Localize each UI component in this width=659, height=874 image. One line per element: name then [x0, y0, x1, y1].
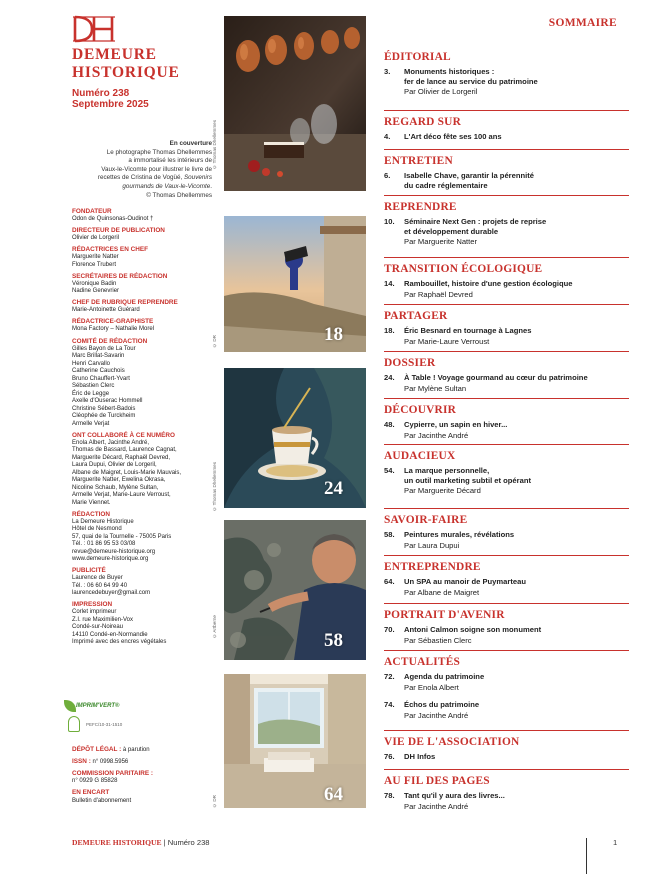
- article-title: Agenda du patrimoine: [404, 672, 485, 681]
- article-title: L'Art déco fête ses 100 ans: [404, 132, 502, 141]
- section-divider: [384, 603, 629, 604]
- article-page-number: 18.: [384, 326, 395, 335]
- photo-credit: © Artberne: [212, 615, 217, 639]
- credits-line: Enola Albert, Jacinthe André,: [72, 439, 150, 446]
- article-author: Par Raphaël Devred: [404, 289, 473, 299]
- section-divider: [384, 650, 629, 651]
- section-divider: [384, 110, 629, 111]
- section-divider: [384, 555, 629, 556]
- article-page-number: 70.: [384, 625, 395, 634]
- cover-photo: [224, 16, 366, 191]
- village-sunset-image: [224, 216, 366, 352]
- photo-credit: © Thomas Dhellemmes: [212, 462, 217, 512]
- section-title: SAVOIR-FAIRE: [384, 514, 468, 526]
- toc-article: [384, 217, 629, 247]
- article-title: À Table ! Voyage gourmand au cœur du patrimoine: [404, 373, 588, 382]
- credits-line: Tél. : 01 86 95 53 03/08: [72, 541, 136, 548]
- photo-credit: © DR: [212, 335, 217, 348]
- toc-section: [384, 51, 629, 97]
- legal-item: [72, 770, 200, 786]
- credits-line: Laurence de Buyer: [72, 575, 123, 582]
- section-divider: [384, 351, 629, 352]
- credits-line: Éric de Legge: [72, 390, 110, 397]
- credits-section: [72, 299, 200, 315]
- article-page-number: 76.: [384, 752, 395, 761]
- legal-item: [72, 758, 200, 767]
- toc-article: [384, 700, 629, 720]
- photo-page-number: 24: [324, 478, 343, 499]
- article-page-number: 48.: [384, 420, 395, 429]
- credits-line: Axelle d'Ouserac Hommell: [72, 398, 143, 405]
- toc-article: [384, 373, 629, 393]
- section-title: ACTUALITÉS: [384, 656, 461, 668]
- toc-article: [384, 577, 629, 597]
- credits-line: Gilles Bayon de La Tour: [72, 345, 136, 352]
- brand-logo: [72, 14, 212, 80]
- toc-article: [384, 67, 629, 97]
- credits-line: Henri Carvallo: [72, 360, 111, 367]
- photo-page-18: [224, 216, 366, 352]
- article-page-number: 74.: [384, 700, 395, 709]
- imprimvert-label: IMPRIM'VERT®: [76, 703, 120, 709]
- page-number: 1: [613, 838, 618, 847]
- article-author: Par Jacinthe André: [404, 430, 469, 440]
- issue-number: Numéro 238: [72, 88, 130, 99]
- section-title: TRANSITION ÉCOLOGIQUE: [384, 263, 543, 275]
- cover-book-title: gourmands de Vaux-le-Vicomte: [122, 182, 211, 190]
- credits-line: Armelle Verjat: [72, 420, 110, 427]
- toc-section: [384, 450, 629, 496]
- article-title: Échos du patrimoine: [404, 700, 480, 709]
- copper-kitchen-image: [224, 16, 366, 191]
- credits-line: Catherine Cauchois: [72, 368, 125, 375]
- article-title: La marque personnelle,: [404, 466, 490, 475]
- toc-article: [384, 466, 629, 496]
- legal-value: n° 0998.5956: [92, 758, 129, 765]
- section-divider: [384, 398, 629, 399]
- credits-section: [72, 273, 200, 296]
- credits-line: laurencedebuyer@gmail.com: [72, 590, 151, 597]
- credits-line: Albane de Maigret, Louis-Marie Mauvais,: [72, 469, 182, 476]
- cover-credit: © Thomas Dhellemmes: [146, 191, 212, 199]
- article-title: Éric Besnard en tournage à Lagnes: [404, 326, 532, 335]
- section-divider: [384, 730, 629, 731]
- credits-line: Marie Viennet.: [72, 499, 111, 506]
- credits-section: [72, 338, 200, 429]
- article-title: Peintures murales, révélations: [404, 530, 515, 539]
- credits-heading: RÉDACTION: [72, 510, 110, 518]
- sommaire-title: SOMMAIRE: [548, 17, 617, 29]
- article-page-number: 3.: [384, 67, 391, 76]
- legal-heading: EN ENCART: [72, 789, 110, 797]
- article-page-number: 10.: [384, 217, 395, 226]
- credits-line: Imprimé avec des encres végétales: [72, 639, 167, 646]
- section-title: ÉDITORIAL: [384, 51, 451, 63]
- toc-section: [384, 609, 629, 645]
- toc-article: [384, 672, 629, 692]
- article-title: Cypierre, un sapin en hiver...: [404, 420, 508, 429]
- toc-section: [384, 263, 629, 299]
- photo-page-number: 18: [324, 324, 343, 345]
- article-title: Tant qu'il y aura des livres...: [404, 791, 505, 800]
- eco-labels: [62, 700, 202, 742]
- credits-line: Hôtel de Nesmond: [72, 526, 122, 533]
- section-title: DOSSIER: [384, 357, 436, 369]
- photo-page-58: [224, 520, 366, 660]
- section-divider: [384, 195, 629, 196]
- toc-article: [384, 752, 629, 762]
- credits-line: Véronique Badin: [72, 280, 117, 287]
- section-title: REGARD SUR: [384, 116, 461, 128]
- section-divider: [384, 769, 629, 770]
- footer: [72, 838, 210, 847]
- credits-heading: DIRECTEUR DE PUBLICATION: [72, 227, 165, 235]
- credits-line: Marie-Antoinette Guérard: [72, 307, 140, 314]
- credits-line: 57, quai de la Tournelle - 75005 Paris: [72, 533, 172, 540]
- section-title: ENTREPRENDRE: [384, 561, 481, 573]
- toc-section: [384, 775, 629, 811]
- credits-line: Olivier de Lorgeril: [72, 235, 120, 242]
- article-title-line2: fer de lance au service du patrimoine: [404, 76, 538, 86]
- section-divider: [384, 304, 629, 305]
- cover-book-title: Souvenirs: [183, 174, 212, 182]
- legal-item: [72, 746, 200, 755]
- pefc-code: PEFC/10-31-1510: [86, 722, 123, 727]
- section-divider: [384, 257, 629, 258]
- footer-separator: |: [161, 838, 168, 847]
- photo-page-number: 58: [324, 630, 343, 651]
- credits-section: [72, 432, 200, 508]
- credits-line: 14110 Condé-en-Normandie: [72, 631, 148, 638]
- article-author: Par Marguerite Natter: [404, 237, 478, 246]
- article-page-number: 64.: [384, 577, 395, 586]
- credits-line: Corlet imprimeur: [72, 609, 117, 616]
- section-title: AU FIL DES PAGES: [384, 775, 490, 787]
- article-author: Par Marie-Laure Verroust: [404, 336, 490, 346]
- article-title: Antoni Calmon soigne son monument: [404, 625, 542, 634]
- issue-info: [72, 88, 149, 110]
- cover-heading: En couverture: [169, 140, 212, 147]
- spa-room-image: [224, 674, 366, 808]
- section-divider: [384, 508, 629, 509]
- toc-section: [384, 357, 629, 393]
- section-divider: [384, 149, 629, 150]
- brand-name-line1: DEMEURE: [72, 46, 157, 63]
- article-author: Par Jacinthe André: [404, 710, 469, 720]
- article-title: Isabelle Chave, garantir la pérennité: [404, 171, 534, 180]
- credits-section: [72, 227, 200, 243]
- imprimvert-leaf-icon: [64, 700, 76, 712]
- footer-brand: DEMEURE HISTORIQUE: [72, 838, 162, 847]
- credits-heading: RÉDACTRICE-GRAPHISTE: [72, 318, 154, 326]
- article-page-number: 54.: [384, 466, 395, 475]
- article-author: Par Jacinthe André: [404, 801, 469, 811]
- section-title: ENTRETIEN: [384, 155, 453, 167]
- legal-heading: COMMISSION PARITAIRE :: [72, 769, 154, 777]
- section-title: REPRENDRE: [384, 201, 457, 213]
- article-author: Par Olivier de Lorgeril: [404, 87, 478, 96]
- credits-section: [72, 567, 200, 598]
- credits-section: [72, 318, 200, 334]
- credits-line: Tél. : 06 60 64 99 40: [72, 582, 128, 589]
- credits-section: [72, 601, 200, 647]
- section-title: AUDACIEUX: [384, 450, 456, 462]
- credits-line: Z.I. rue Maximilien-Vox: [72, 616, 134, 623]
- photo-page-24: [224, 368, 366, 508]
- credits-line: Condé-sur-Noireau: [72, 624, 124, 631]
- credits-line: Mona Factory – Nathalie Morel: [72, 326, 155, 333]
- cover-line: Vaux-le-Vicomte pour illustrer le livre de: [101, 165, 212, 173]
- credits-line: La Demeure Historique: [72, 518, 134, 525]
- section-title: VIE DE L'ASSOCIATION: [384, 736, 520, 748]
- credits-section: [72, 208, 200, 224]
- article-author: Par Mylène Sultan: [404, 383, 467, 393]
- credits-line: Sébastien Clerc: [72, 383, 115, 390]
- credits-line: Bruno Chauffert-Yvart: [72, 375, 130, 382]
- dh-monogram-icon: [72, 14, 116, 44]
- article-page-number: 24.: [384, 373, 395, 382]
- credits-line: Marguerite Natter, Ewelina Okrasa,: [72, 477, 166, 484]
- article-author: Par Albane de Maigret: [404, 587, 480, 597]
- photo-credit: © Thomas Dhellemmes: [212, 120, 217, 170]
- article-title-line2: du cadre réglementaire: [404, 180, 488, 190]
- credits-line: Christine Sébert-Badois: [72, 405, 136, 412]
- section-title: DÉCOUVRIR: [384, 404, 457, 416]
- credits-line: Marguerite Natter: [72, 254, 119, 261]
- article-page-number: 4.: [384, 132, 391, 141]
- article-author: Par Sébastien Clerc: [404, 635, 472, 645]
- toc-article: [384, 625, 629, 645]
- footer-issue: Numéro 238: [167, 838, 210, 847]
- toc-section: [384, 736, 629, 762]
- issue-date: Septembre 2025: [72, 99, 149, 110]
- photo-credit: © DR: [212, 795, 217, 808]
- toc-section: [384, 404, 629, 440]
- section-title: PARTAGER: [384, 310, 448, 322]
- credits-line: Armelle Verjat, Marie-Laure Verroust,: [72, 492, 171, 499]
- credits-line: Nadine Genevrier: [72, 288, 120, 295]
- toc-article: [384, 171, 629, 190]
- footer-divider: [586, 838, 587, 874]
- toc-section: [384, 514, 629, 550]
- credits-line: Odon de Quinsonas-Oudinot †: [72, 216, 154, 222]
- toc-article: [384, 279, 629, 299]
- toc-article: [384, 132, 629, 142]
- article-author: Par Enola Albert: [404, 682, 459, 692]
- photo-page-number: 64: [324, 784, 343, 805]
- credits-section: [72, 511, 200, 564]
- credits-line: revue@demeure-historique.org: [72, 548, 156, 555]
- cover-line: .: [210, 182, 212, 190]
- legal-value: à parution: [122, 746, 150, 753]
- toc-article: [384, 326, 629, 346]
- cover-line: Le photographe Thomas Dhellemmes: [106, 148, 212, 156]
- brand-name-line2: HISTORIQUE: [72, 64, 180, 81]
- toc-section: [384, 116, 629, 142]
- credits-heading: ONT COLLABORÉ À CE NUMÉRO: [72, 431, 175, 439]
- toc-section: [384, 155, 629, 190]
- credits-heading: COMITÉ DE RÉDACTION: [72, 337, 148, 345]
- teacup-image: [224, 368, 366, 508]
- photo-page-64: [224, 674, 366, 808]
- article-author: Par Laura Dupui: [404, 540, 460, 550]
- credits-heading: SECRÉTAIRES DE RÉDACTION: [72, 272, 168, 280]
- article-page-number: 72.: [384, 672, 395, 681]
- article-title: Un SPA au manoir de Puymarteau: [404, 577, 526, 586]
- cover-caption: [0, 140, 212, 200]
- credits-line: Thomas de Bassard, Laurence Cagnat,: [72, 447, 177, 454]
- article-page-number: 58.: [384, 530, 395, 539]
- credits-line: Cléophée de Turckheim: [72, 413, 136, 420]
- credits-line: Florence Trubert: [72, 261, 117, 268]
- toc-article: [384, 420, 629, 440]
- toc-section: [384, 656, 629, 720]
- article-title-line2: un outil marketing subtil et opérant: [404, 475, 531, 485]
- pefc-tree-icon: [68, 716, 80, 732]
- credits-heading: IMPRESSION: [72, 601, 113, 609]
- article-page-number: 78.: [384, 791, 395, 800]
- legal-info: [72, 742, 200, 805]
- cover-line: recettes de Cristina de Vogüé,: [97, 174, 183, 182]
- article-title: DH Infos: [404, 752, 436, 761]
- masthead-credits: [72, 208, 200, 647]
- credits-heading: PUBLICITÉ: [72, 567, 106, 575]
- credits-line: Marc Brillat-Savarin: [72, 353, 125, 360]
- article-title: Rambouillet, histoire d'une gestion écologique: [404, 279, 573, 288]
- credits-heading: RÉDACTRICES EN CHEF: [72, 246, 148, 254]
- legal-heading: DÉPÔT LÉGAL :: [72, 745, 122, 753]
- legal-value: Bulletin d'abonnement: [72, 797, 132, 804]
- credits-line: Marguerite Décard, Raphaël Devred,: [72, 454, 171, 461]
- credits-line: www.demeure-historique.org: [72, 556, 149, 563]
- cover-line: a immortalisé les intérieurs de: [128, 157, 212, 165]
- legal-value: n° 0929 G 85828: [72, 778, 118, 785]
- article-title: Séminaire Next Gen : projets de reprise: [404, 217, 547, 226]
- article-page-number: 6.: [384, 171, 391, 180]
- credits-heading: FONDATEUR: [72, 208, 112, 215]
- credits-heading: CHEF DE RUBRIQUE REPRENDRE: [72, 299, 178, 307]
- section-divider: [384, 444, 629, 445]
- article-title-line2: et développement durable: [404, 226, 499, 236]
- mural-painter-image: [224, 520, 366, 660]
- toc-section: [384, 201, 629, 247]
- toc-article: [384, 791, 629, 811]
- credits-line: Nicoline Schaub, Mylène Sultan,: [72, 484, 159, 491]
- article-title: Monuments historiques :: [404, 67, 495, 76]
- section-title: PORTRAIT D'AVENIR: [384, 609, 505, 621]
- legal-heading: ISSN :: [72, 757, 91, 765]
- toc-article: [384, 530, 629, 550]
- toc-section: [384, 561, 629, 597]
- credits-line: Laura Dupui, Olivier de Lorgeril,: [72, 462, 157, 469]
- article-page-number: 14.: [384, 279, 395, 288]
- toc-section: [384, 310, 629, 346]
- legal-item: [72, 789, 200, 805]
- article-author: Par Marguerite Décard: [404, 486, 481, 495]
- credits-section: [72, 246, 200, 269]
